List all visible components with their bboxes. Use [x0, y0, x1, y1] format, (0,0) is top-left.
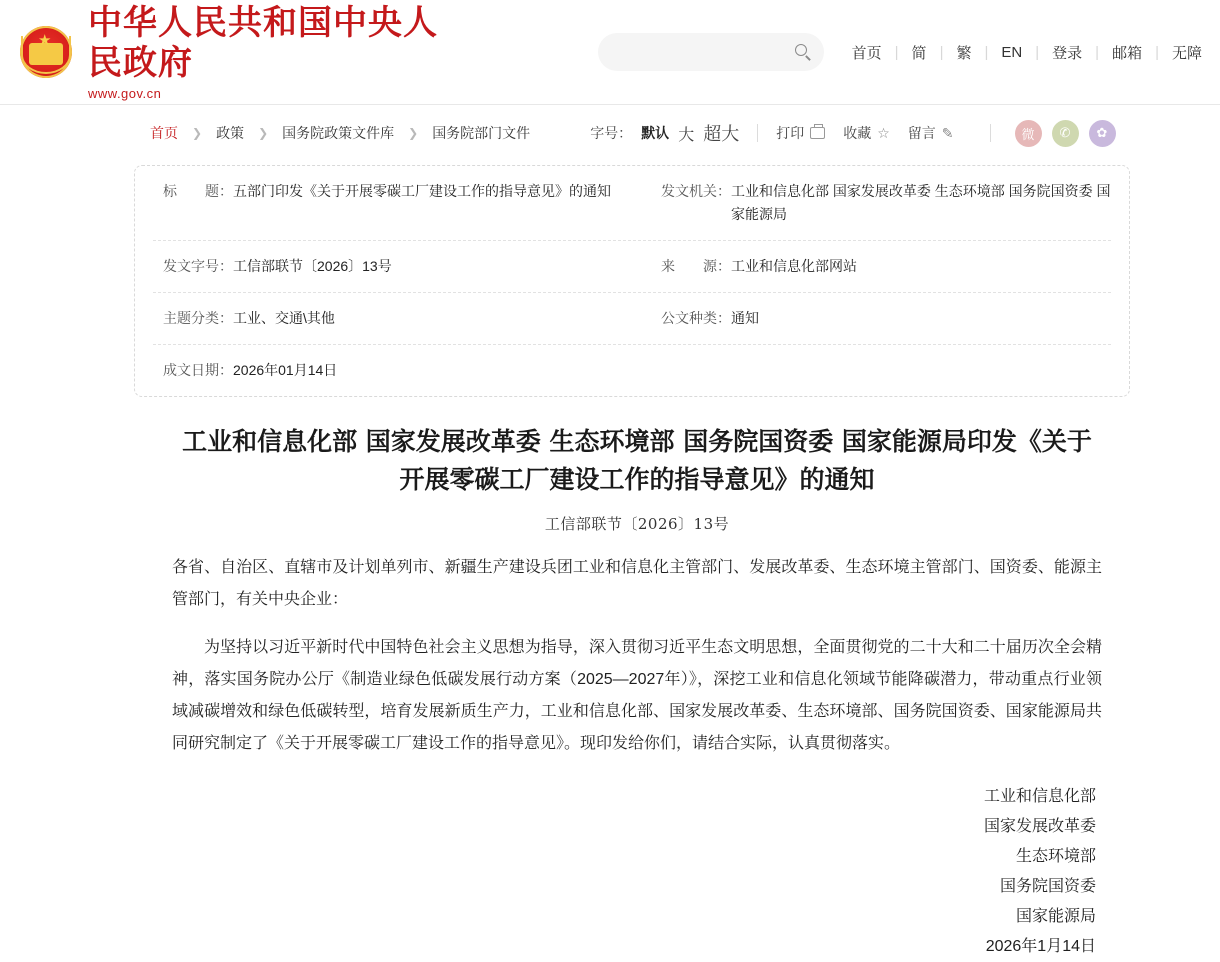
breadcrumb-item-department-docs[interactable]: 国务院部门文件 [432, 125, 531, 141]
meta-cell-issuing-agency [648, 180, 1111, 226]
meta-value: 工业、交通\其他 [233, 310, 335, 326]
signature-line: 国家能源局 [1015, 908, 1096, 925]
wechat-share-icon[interactable]: ✆ [1052, 120, 1079, 147]
meta-row [153, 345, 1111, 396]
meta-value: 工业和信息化部网站 [731, 258, 857, 274]
site-title: 中华人民共和国中央人民政府 [88, 3, 438, 83]
meta-cell-empty [648, 359, 1111, 382]
signature-line: 国务院国资委 [999, 878, 1096, 895]
top-nav-item-traditional[interactable]: 繁 [956, 44, 972, 62]
star-icon[interactable]: ☆ [877, 124, 890, 141]
comment-button[interactable] [908, 123, 954, 143]
signature-date: 2026年1月14日 [985, 938, 1096, 955]
emblem-star-icon: ★ [38, 32, 52, 49]
nav-separator: | [1035, 43, 1040, 61]
nav-separator: | [1155, 43, 1159, 61]
top-nav-item-home[interactable]: 首页 [851, 44, 882, 62]
font-size-label: 字号： [590, 125, 633, 141]
meta-label: 公文种类： [661, 310, 731, 326]
meta-label: 发文机关： [661, 183, 731, 199]
chevron-right-icon: ❯ [192, 126, 203, 140]
meta-value: 2026年01月14日 [233, 362, 338, 378]
top-nav [850, 42, 1204, 63]
breadcrumb-item-home[interactable]: 首页 [150, 125, 178, 141]
signature-line: 国家发展改革委 [983, 818, 1096, 835]
search-icon[interactable] [794, 43, 812, 61]
meta-label: 标 题： [163, 183, 233, 199]
pencil-icon[interactable]: ✎ [941, 124, 954, 141]
meta-cell-topic [153, 307, 648, 330]
nav-separator: | [939, 43, 944, 61]
favorite-label: 收藏 [843, 125, 872, 141]
meta-label: 发文字号： [163, 258, 233, 274]
font-size-default[interactable]: 默认 [641, 125, 670, 141]
tools-divider [990, 124, 991, 142]
top-nav-item-mail[interactable]: 邮箱 [1112, 44, 1143, 62]
meta-value: 工信部联节〔2026〕13号 [233, 258, 392, 274]
print-button[interactable] [776, 123, 825, 143]
top-nav-item-english[interactable]: EN [1001, 43, 1023, 61]
nav-separator: | [984, 43, 989, 61]
meta-value: 工业和信息化部 国家发展改革委 生态环境部 国务院国资委 国家能源局 [731, 183, 1111, 222]
top-nav-item-simplified[interactable]: 简 [911, 44, 927, 62]
meta-row [153, 293, 1111, 345]
breadcrumb-item-policy-library[interactable]: 国务院政策文件库 [282, 125, 395, 141]
meta-cell-doc-number [153, 255, 648, 278]
national-emblem-icon [18, 24, 74, 80]
signature-block [172, 782, 1102, 962]
tools-divider [757, 124, 758, 142]
document-number: 工信部联节〔2026〕13号 [544, 515, 730, 533]
signature-line: 生态环境部 [1015, 848, 1096, 865]
site-header [0, 0, 1220, 105]
meta-cell-source [648, 255, 1111, 278]
comment-label: 留言 [907, 125, 936, 141]
meta-value: 通知 [731, 310, 759, 326]
page-title: 工业和信息化部 国家发展改革委 生态环境部 国务院国资委 国家能源局印发《关于开展零碳工厂建设工作的指导意见》的通知 [182, 427, 1092, 494]
favorite-share-icon[interactable]: ✿ [1089, 120, 1116, 147]
printer-icon[interactable] [810, 127, 825, 139]
chevron-right-icon: ❯ [258, 126, 269, 140]
top-nav-item-login[interactable]: 登录 [1052, 44, 1083, 62]
meta-cell-title [153, 180, 648, 226]
favorite-button[interactable] [843, 123, 890, 143]
article-paragraph: 为坚持以习近平新时代中国特色社会主义思想为指导，深入贯彻习近平生态文明思想，全面贯彻党的二十大和二十届历次全会精神，落实国务院办公厅《制造业绿色低碳发展行动方案（2025—2027年）》，深挖工业和信息化领域节能降碳潜力，带动重点行业领域减碳增效和绿色低碳转型，培育发展新质生产力，工业和信息化部、国家发展改革委、生态环境部、国务院国资委、国家能源局共同研究制定了《关于开展零碳工厂建设工作的指导意见》。现印发给你们，请结合实际，认真贯彻落实。 [172, 639, 1102, 752]
breadcrumb-item-policy[interactable]: 政策 [216, 125, 245, 141]
meta-label: 成文日期： [163, 362, 233, 378]
weibo-share-icon[interactable]: 微 [1015, 120, 1042, 147]
article-paragraph: 各省、自治区、直辖市及计划单列市、新疆生产建设兵团工业和信息化主管部门、发展改革委、生态环境主管部门、国资委、能源主管部门，有关中央企业： [172, 559, 1102, 608]
font-size-extra-large[interactable]: 超大 [703, 124, 740, 144]
signature-line: 工业和信息化部 [983, 788, 1096, 805]
article-tools [590, 120, 1115, 147]
top-nav-item-accessibility[interactable]: 无障 [1171, 44, 1202, 62]
chevron-right-icon: ❯ [408, 126, 419, 140]
nav-separator: | [1095, 43, 1100, 61]
print-label: 打印 [776, 125, 805, 141]
site-brand[interactable] [88, 3, 448, 101]
share-group [1015, 120, 1116, 147]
meta-value: 五部门印发《关于开展零碳工厂建设工作的指导意见》的通知 [233, 183, 611, 199]
search-box[interactable] [598, 33, 824, 71]
nav-separator: | [894, 43, 899, 61]
meta-cell-date [153, 359, 648, 382]
article-body [0, 423, 1220, 962]
breadcrumb-bar [0, 105, 1220, 161]
search-input[interactable] [614, 44, 794, 61]
site-domain: www.gov.cn [88, 86, 162, 101]
font-size-large[interactable]: 大 [678, 126, 695, 144]
meta-row [153, 166, 1111, 241]
meta-cell-doc-type [648, 307, 1111, 330]
meta-label: 主题分类： [163, 310, 233, 326]
meta-label: 来 源： [661, 258, 731, 274]
document-meta-card [134, 165, 1130, 397]
meta-row [153, 241, 1111, 293]
